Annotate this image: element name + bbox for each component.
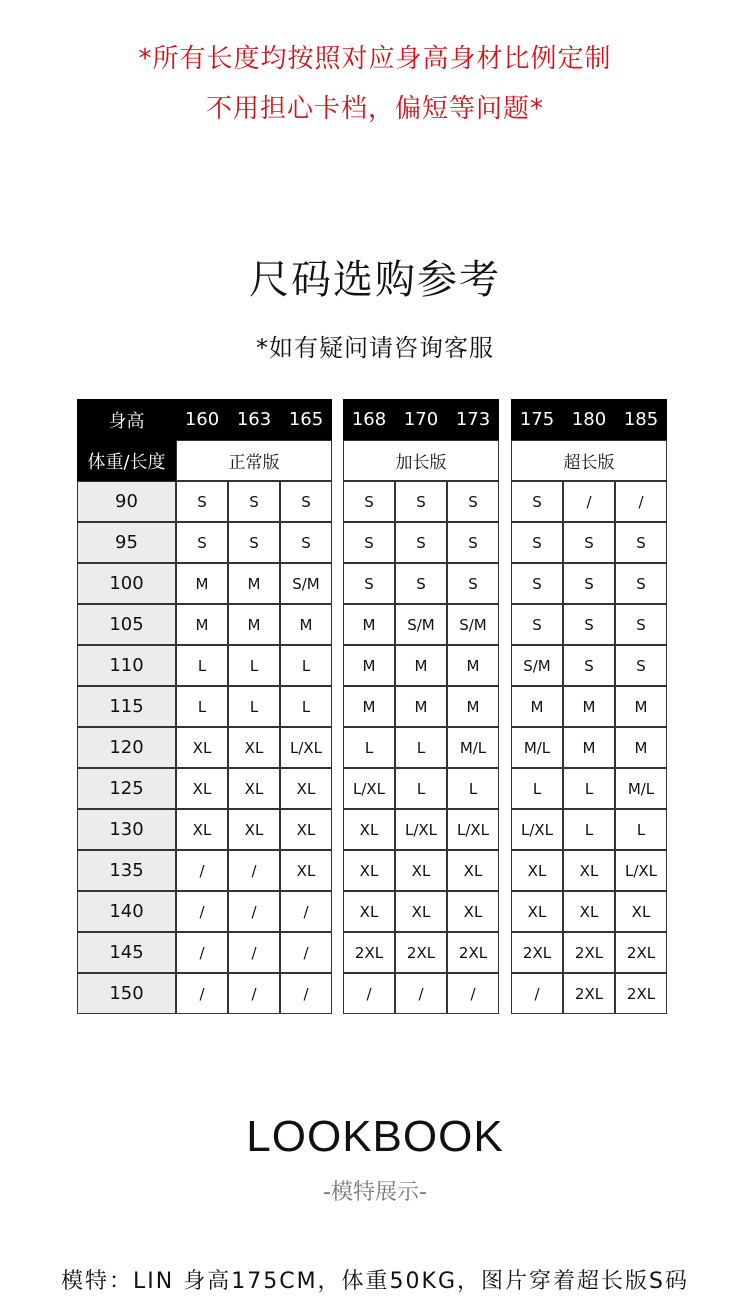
size-cell: 2XL: [563, 973, 615, 1014]
size-cell: XL: [511, 850, 563, 891]
size-cell: XL: [228, 809, 280, 850]
size-cell: L: [563, 768, 615, 809]
height-value-cell: 168: [343, 399, 395, 440]
fit-group-label: 加长版: [343, 440, 499, 481]
weight-cell: 135: [77, 850, 176, 891]
size-cell: S: [615, 522, 667, 563]
size-cell: M: [280, 604, 332, 645]
size-cell: XL: [176, 727, 228, 768]
size-cell: M: [228, 604, 280, 645]
size-cell: 2XL: [395, 932, 447, 973]
notice-line-1: *所有长度均按照对应身高身材比例定制: [138, 44, 612, 74]
height-value-cell: 165: [280, 399, 332, 440]
size-cell: S: [511, 604, 563, 645]
height-value-cell: 175: [511, 399, 563, 440]
weight-cell: 150: [77, 973, 176, 1014]
size-cell: /: [343, 973, 395, 1014]
size-cell: /: [228, 891, 280, 932]
size-cell: M: [563, 686, 615, 727]
size-cell: M: [395, 686, 447, 727]
size-cell: L: [176, 645, 228, 686]
height-value-cell: 160: [176, 399, 228, 440]
size-cell: 2XL: [447, 932, 499, 973]
size-cell: M: [447, 686, 499, 727]
weight-cell: 105: [77, 604, 176, 645]
size-cell: S: [511, 481, 563, 522]
weight-length-header: 体重/长度: [77, 440, 176, 481]
weight-cell: 130: [77, 809, 176, 850]
weight-cell: 120: [77, 727, 176, 768]
size-cell: XL: [343, 809, 395, 850]
size-chart-table: [77, 399, 667, 1013]
notice-line-2: 不用担心卡档，偏短等问题*: [205, 94, 544, 124]
size-cell: S/M: [395, 604, 447, 645]
size-cell: L: [280, 645, 332, 686]
height-value-cell: 180: [563, 399, 615, 440]
size-cell: XL: [563, 891, 615, 932]
size-cell: L: [343, 727, 395, 768]
size-cell: S: [563, 522, 615, 563]
size-cell: S: [228, 481, 280, 522]
size-cell: M: [447, 645, 499, 686]
size-cell: XL: [228, 768, 280, 809]
size-cell: /: [615, 481, 667, 522]
size-cell: XL: [447, 850, 499, 891]
size-cell: S: [615, 604, 667, 645]
size-cell: 2XL: [511, 932, 563, 973]
size-cell: 2XL: [615, 973, 667, 1014]
size-cell: L/XL: [511, 809, 563, 850]
weight-cell: 125: [77, 768, 176, 809]
size-cell: M: [343, 645, 395, 686]
height-value-cell: 185: [615, 399, 667, 440]
size-cell: XL: [395, 891, 447, 932]
size-cell: /: [176, 850, 228, 891]
size-cell: M/L: [511, 727, 563, 768]
height-value-cell: 163: [228, 399, 280, 440]
size-cell: 2XL: [563, 932, 615, 973]
size-cell: M: [615, 686, 667, 727]
size-cell: S: [395, 563, 447, 604]
size-cell: M/L: [615, 768, 667, 809]
size-cell: L: [447, 768, 499, 809]
weight-cell: 95: [77, 522, 176, 563]
size-chart-title: 尺码选购参考: [249, 257, 501, 303]
size-cell: S: [176, 481, 228, 522]
lookbook-title: LOOKBOOK: [246, 1112, 504, 1161]
size-cell: 2XL: [343, 932, 395, 973]
size-cell: S: [563, 563, 615, 604]
size-cell: S: [447, 563, 499, 604]
size-cell: XL: [280, 809, 332, 850]
size-cell: S: [511, 563, 563, 604]
size-cell: S: [228, 522, 280, 563]
size-cell: S: [395, 481, 447, 522]
size-cell: M: [395, 645, 447, 686]
size-cell: /: [228, 973, 280, 1014]
size-cell: /: [280, 932, 332, 973]
weight-cell: 90: [77, 481, 176, 522]
size-cell: L: [511, 768, 563, 809]
size-cell: L: [280, 686, 332, 727]
size-cell: S: [343, 481, 395, 522]
size-cell: S: [447, 522, 499, 563]
size-chart-subtitle: *如有疑问请咨询客服: [256, 334, 494, 362]
fit-group-label: 正常版: [176, 440, 332, 481]
size-cell: 2XL: [615, 932, 667, 973]
model-note: 模特：LIN 身高175CM，体重50KG，图片穿着超长版S码: [61, 1269, 689, 1294]
size-cell: /: [176, 891, 228, 932]
size-cell: M: [615, 727, 667, 768]
size-cell: XL: [343, 850, 395, 891]
size-cell: XL: [176, 768, 228, 809]
fit-group-label: 超长版: [511, 440, 667, 481]
weight-cell: 115: [77, 686, 176, 727]
size-cell: /: [563, 481, 615, 522]
size-cell: L: [615, 809, 667, 850]
height-value-cell: 170: [395, 399, 447, 440]
size-cell: XL: [615, 891, 667, 932]
size-cell: L: [395, 727, 447, 768]
size-cell: XL: [176, 809, 228, 850]
size-cell: S: [280, 522, 332, 563]
size-cell: /: [395, 973, 447, 1014]
size-cell: XL: [280, 850, 332, 891]
size-cell: S: [615, 645, 667, 686]
size-cell: /: [280, 973, 332, 1014]
size-cell: S: [447, 481, 499, 522]
weight-cell: 140: [77, 891, 176, 932]
size-cell: M: [511, 686, 563, 727]
size-cell: XL: [563, 850, 615, 891]
weight-cell: 145: [77, 932, 176, 973]
lookbook-subtitle: -模特展示-: [323, 1180, 427, 1205]
size-cell: L/XL: [447, 809, 499, 850]
size-cell: L: [176, 686, 228, 727]
height-header: 身高: [77, 399, 176, 440]
size-cell: /: [511, 973, 563, 1014]
size-cell: XL: [511, 891, 563, 932]
size-cell: L: [563, 809, 615, 850]
size-cell: /: [228, 850, 280, 891]
size-cell: /: [228, 932, 280, 973]
size-cell: L/XL: [615, 850, 667, 891]
size-cell: XL: [343, 891, 395, 932]
size-cell: XL: [280, 768, 332, 809]
size-cell: L/XL: [343, 768, 395, 809]
size-cell: XL: [395, 850, 447, 891]
size-cell: S: [511, 522, 563, 563]
size-cell: L: [228, 686, 280, 727]
size-cell: XL: [228, 727, 280, 768]
size-cell: L: [228, 645, 280, 686]
size-cell: L: [395, 768, 447, 809]
size-cell: M: [228, 563, 280, 604]
size-cell: M: [176, 604, 228, 645]
weight-cell: 100: [77, 563, 176, 604]
size-cell: S: [563, 645, 615, 686]
size-cell: /: [176, 973, 228, 1014]
size-cell: S: [343, 563, 395, 604]
size-cell: L/XL: [395, 809, 447, 850]
size-cell: S: [280, 481, 332, 522]
size-cell: L/XL: [280, 727, 332, 768]
size-cell: S/M: [511, 645, 563, 686]
size-cell: /: [280, 891, 332, 932]
size-cell: S: [343, 522, 395, 563]
size-cell: S/M: [447, 604, 499, 645]
weight-cell: 110: [77, 645, 176, 686]
size-cell: /: [176, 932, 228, 973]
size-cell: M: [176, 563, 228, 604]
size-cell: S: [395, 522, 447, 563]
size-cell: M: [563, 727, 615, 768]
size-cell: S: [563, 604, 615, 645]
size-cell: /: [447, 973, 499, 1014]
size-cell: XL: [447, 891, 499, 932]
size-cell: M: [343, 686, 395, 727]
height-value-cell: 173: [447, 399, 499, 440]
size-cell: S: [615, 563, 667, 604]
size-cell: M/L: [447, 727, 499, 768]
size-cell: S/M: [280, 563, 332, 604]
size-cell: M: [343, 604, 395, 645]
size-cell: S: [176, 522, 228, 563]
